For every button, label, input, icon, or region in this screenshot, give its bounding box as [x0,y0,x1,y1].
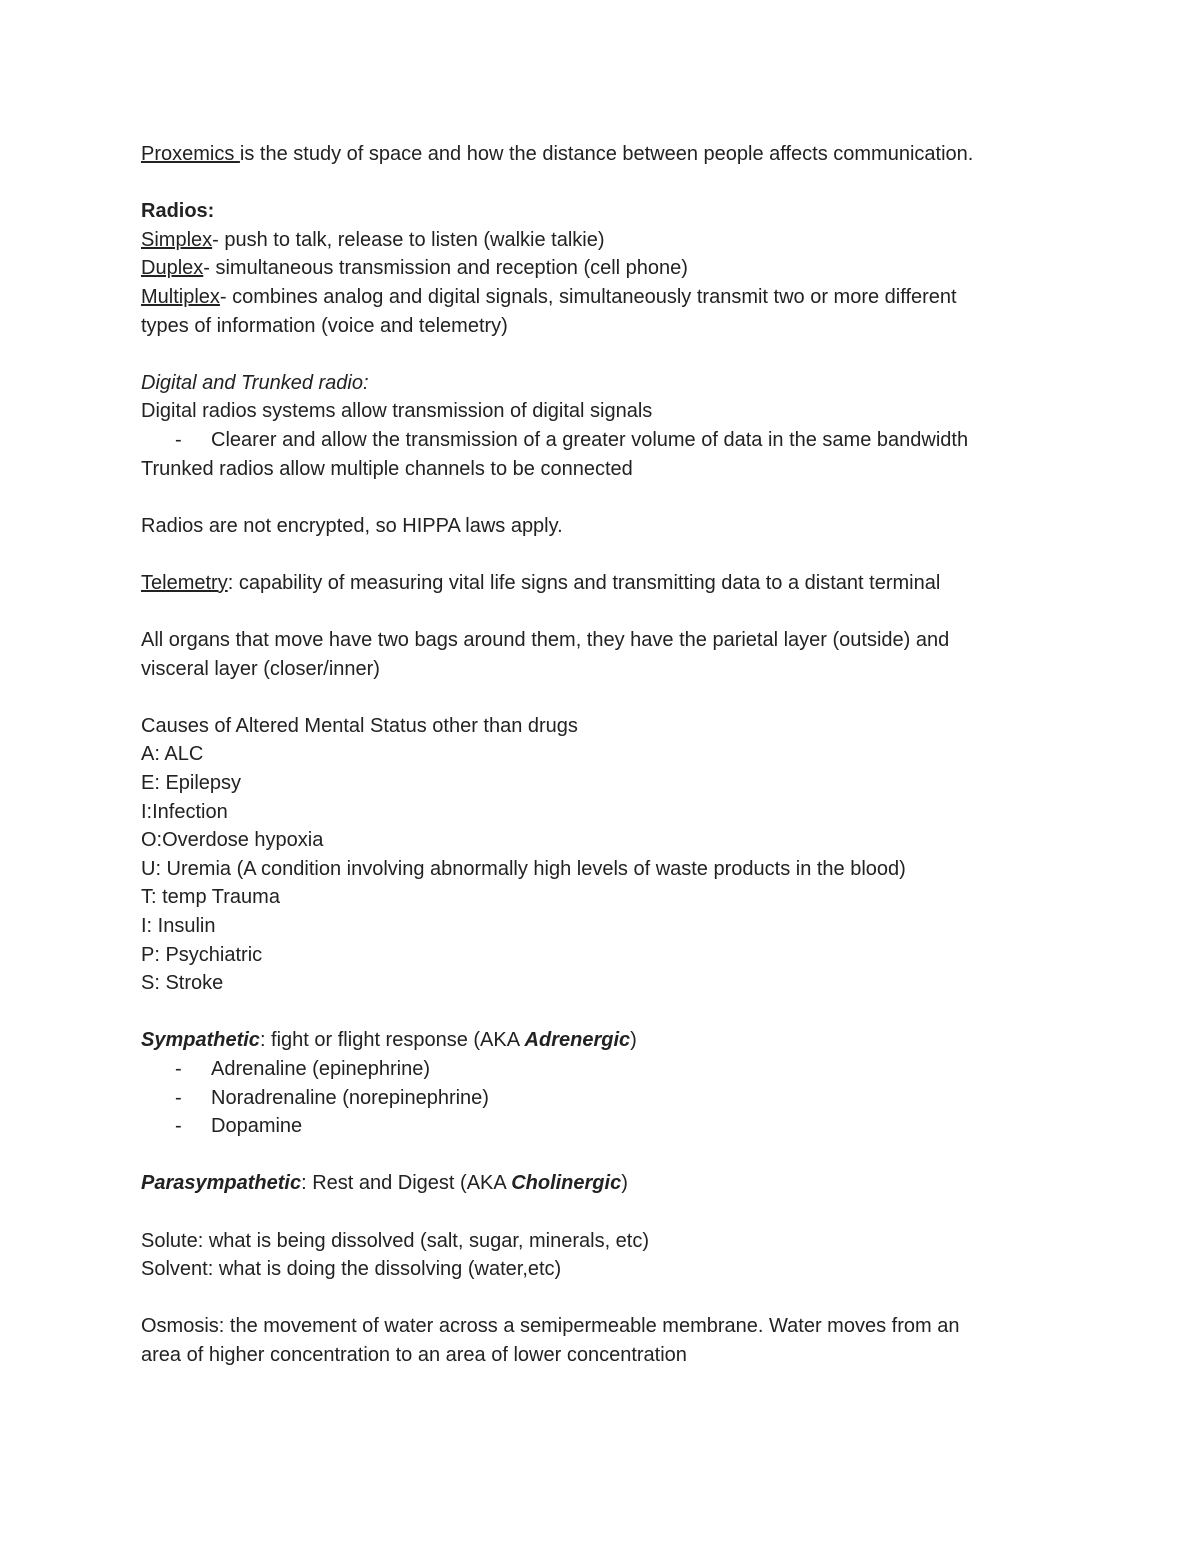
spacer [141,483,1041,512]
proxemics-definition: is the study of space and how the distance between people affects communication. [239,143,974,165]
bullet-dash: - [175,1115,182,1138]
multiplex-definition: - combines analog and digital signals, simultaneously transmit two or more different [219,285,957,308]
duplex-definition: - simultaneous transmission and reception (cell phone) [203,257,688,280]
proxemics-line [141,140,1041,169]
sympathetic-bullet [141,1112,1041,1141]
sympathetic-definition: : fight or flight response (AKA [259,1029,525,1052]
sympathetic-bullet-text: Dopamine [211,1115,303,1138]
multiplex-line [141,283,1041,312]
ams-item: P: Psychiatric [141,943,263,966]
parasympathetic-aka: Cholinergic [511,1172,622,1195]
digital-heading: Digital and Trunked radio: [141,371,369,394]
sympathetic-bullet [141,1084,1041,1113]
simplex-term: Simplex [141,228,213,251]
spacer [141,598,1041,627]
sympathetic-line [141,1026,1041,1055]
ams-item: E: Epilepsy [141,772,242,795]
ams-item: U: Uremia (A condition involving abnormally high levels of waste products in the blood) [141,857,906,880]
simplex-line [141,226,1041,255]
ams-item: A: ALC [141,743,204,766]
spacer [141,683,1041,712]
proxemics-term: Proxemics [141,143,240,165]
parasympathetic-term: Parasympathetic [141,1172,302,1195]
sympathetic-bullet-text: Noradrenaline (norepinephrine) [211,1086,489,1109]
ams-heading: Causes of Altered Mental Status other than drugs [141,714,578,737]
bullet-dash: - [175,428,182,451]
spacer [141,1198,1041,1227]
telemetry-line [141,569,1041,598]
sympathetic-bullet-text: Adrenaline (epinephrine) [211,1058,431,1080]
parasympathetic-definition: : Rest and Digest (AKA [301,1172,512,1195]
digital-line-1: Digital radios systems allow transmission of digital signals [141,400,653,423]
document-page [141,140,1041,1370]
duplex-line [141,254,1041,283]
spacer [141,340,1041,369]
sympathetic-aka: Adrenergic [524,1029,631,1052]
ams-item: T: temp Trauma [141,886,280,909]
spacer [141,1141,1041,1170]
ams-item: O:Overdose hypoxia [141,829,324,852]
parasympathetic-line [141,1169,1041,1198]
sympathetic-term: Sympathetic [141,1029,260,1052]
osmosis-line-1: Osmosis: the movement of water across a semipermeable membrane. Water moves from an [141,1315,960,1338]
bullet-dash: - [175,1058,182,1080]
organs-line-2: visceral layer (closer/inner) [141,657,380,680]
simplex-definition: - push to talk, release to listen (walkie talkie) [212,228,605,251]
digital-bullet-text: Clearer and allow the transmission of a greater volume of data in the same bandwidth [211,428,969,451]
spacer [141,540,1041,569]
parasympathetic-close: ) [621,1172,628,1195]
organs-line-1: All organs that move have two bags around them, they have the parietal layer (outside) and [141,629,950,652]
spacer [141,998,1041,1027]
ams-item: I: Insulin [141,915,216,938]
digital-line-2: Trunked radios allow multiple channels to be connected [141,457,633,480]
ams-item: S: Stroke [141,972,224,995]
duplex-term: Duplex [141,257,204,280]
osmosis-line-2: area of higher concentration to an area of lower concentration [141,1343,687,1366]
ams-item: I:Infection [141,800,228,823]
spacer [141,1284,1041,1313]
sympathetic-close: ) [630,1029,637,1052]
multiplex-term: Multiplex [141,285,220,308]
digital-bullet [141,426,1041,455]
spacer [141,169,1041,198]
telemetry-definition: : capability of measuring vital life signs and transmitting data to a distant terminal [227,571,941,594]
solvent-line: Solvent: what is doing the dissolving (water,etc) [141,1258,562,1281]
bullet-dash: - [175,1086,182,1109]
multiplex-line-2: types of information (voice and telemetry) [141,314,508,337]
sympathetic-bullet [141,1055,1041,1084]
solute-line: Solute: what is being dissolved (salt, sugar, minerals, etc) [141,1229,650,1252]
radios-heading: Radios: [141,200,215,223]
encryption-line: Radios are not encrypted, so HIPPA laws apply. [141,514,563,537]
telemetry-term: Telemetry [141,571,228,594]
